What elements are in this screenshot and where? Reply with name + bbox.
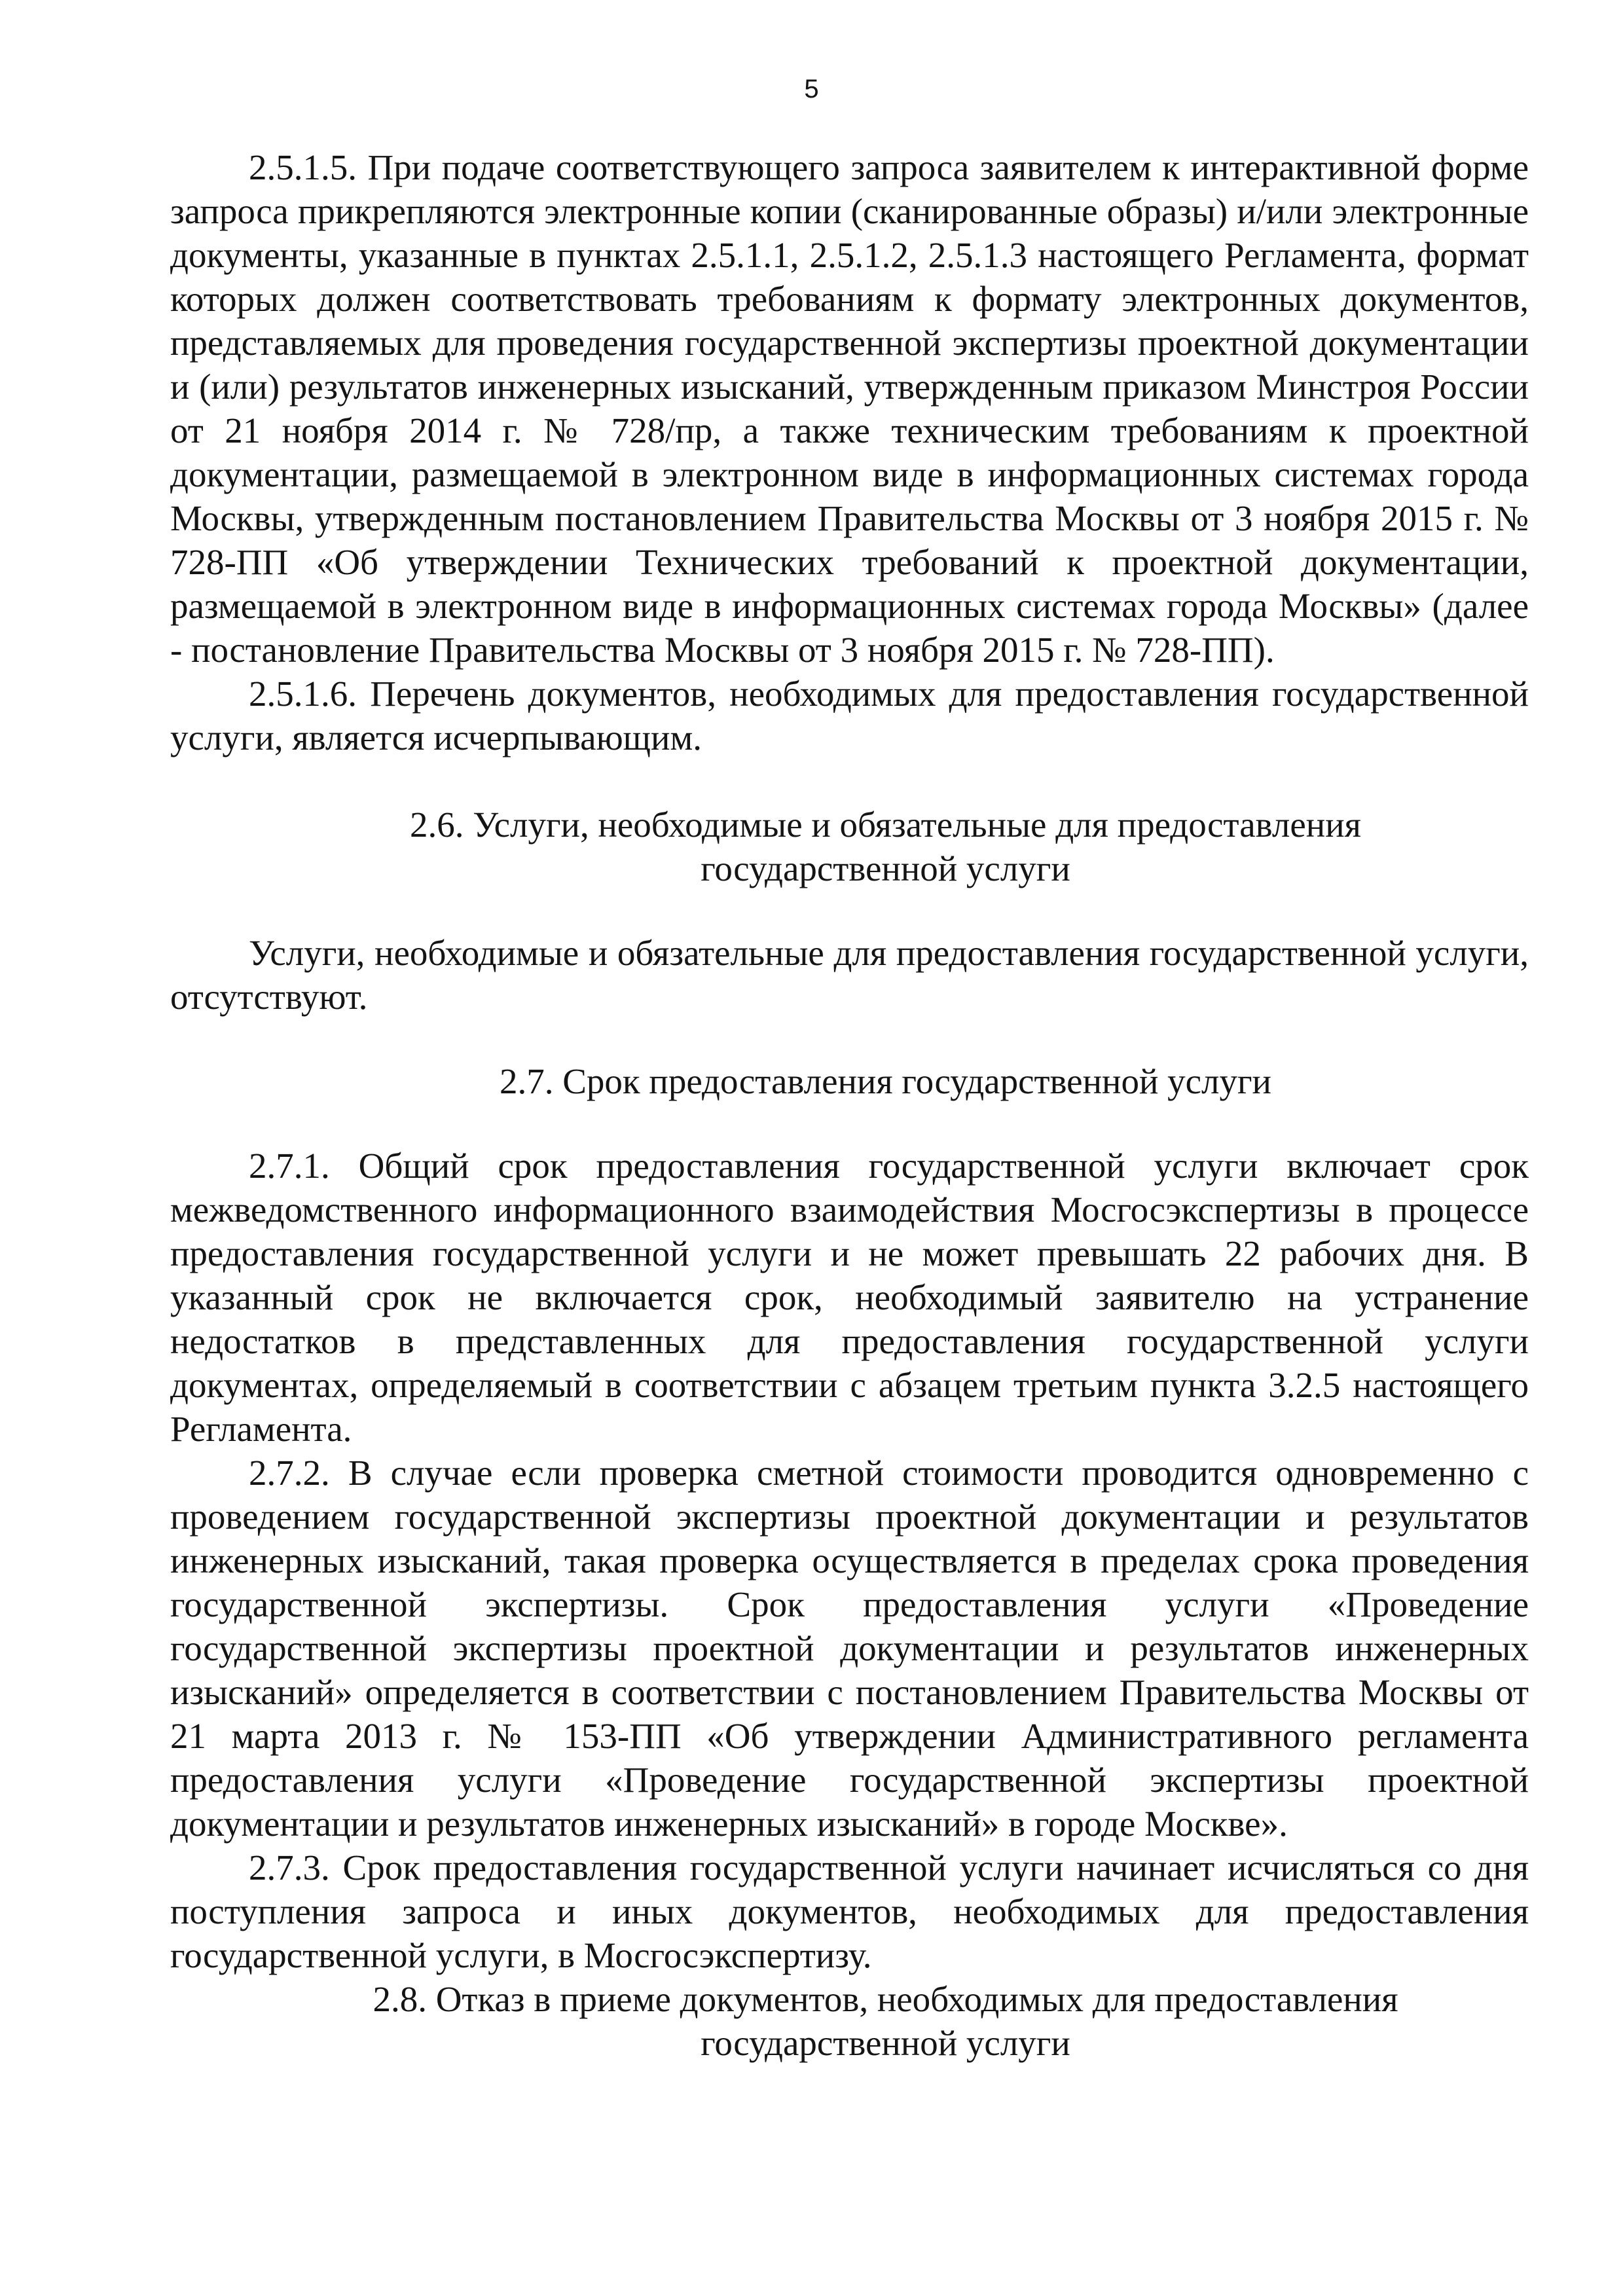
section-heading-2-6-line1: 2.6. Услуги, необходимые и обязательные для предоставления xyxy=(410,805,1361,845)
paragraph-2-5-1-6: 2.5.1.6. Перечень документов, необходимых для предоставления государственной услуги, является исчерпывающим. xyxy=(170,674,1529,757)
section-heading-2-8-line1: 2.8. Отказ в приеме документов, необходимых для предоставления xyxy=(373,1979,1398,2019)
section-heading-2-8 xyxy=(170,1977,1529,2065)
section-heading-2-7: 2.7. Срок предоставления государственной услуги xyxy=(499,1061,1271,1101)
section-heading-2-6-line2: государственной услуги xyxy=(701,848,1070,888)
spacer xyxy=(170,890,1529,931)
paragraph-2-7-2: 2.7.2. В случае если проверка сметной стоимости проводится одновременно с проведением государственной экспертизы проектной документации и результатов инженерных изысканий, такая проверка осуществляется в пределах срока проведения государственной экспертизы. Срок предоставления услуги «Проведение государственной экспертизы проектной документации и результатов инженерных изысканий» определяется в соответствии с постановлением Правительства Москвы от 21 марта 2013 г. № 153-ПП «Об утверждении Административного регламента предоставления услуги «Проведение государственной экспертизы проектной документации и результатов инженерных изысканий» в городе Москве». xyxy=(170,1453,1529,1844)
paragraph-2-5-1-5: 2.5.1.5. При подаче соответствующего запроса заявителем к интерактивной форме запроса прикрепляются электронные копии (сканированные образы) и/или электронные документы, указанные в пунктах 2.5.1.1, 2.5.1.2, 2.5.1.3 настоящего Регламента, формат которых должен соответствовать требованиям к формату электронных документов, представляемых для проведения государственной экспертизы проектной документации и (или) результатов инженерных изысканий, утвержденным приказом Минстроя России от 21 ноября 2014 г. № 728/пр, а также техническим требованиям к проектной документации, размещаемой в электронном виде в информационных системах города Москвы, утвержденным постановлением Правительства Москвы от 3 ноября 2015 г. № 728-ПП «Об утверждении Технических требований к проектной документации, размещаемой в электронном виде в информационных системах города Москвы» (далее - постановление Правительства Москвы от 3 ноября 2015 г. № 728-ПП). xyxy=(170,147,1529,670)
document-body xyxy=(170,145,1529,2065)
section-heading-2-8-line2: государственной услуги xyxy=(701,2023,1070,2063)
section-heading-2-6 xyxy=(170,803,1529,890)
paragraph-2-7-1: 2.7.1. Общий срок предоставления государственной услуги включает срок межведомственного информационного взаимодействия Мосгосэкспертизы в процессе предоставления государственной услуги и не может превышать 22 рабочих дня. В указанный срок не включается срок, необходимый заявителю на устранение недостатков в представленных для предоставления государственной услуги документах, определяемый в соответствии с абзацем третьим пункта 3.2.5 настоящего Регламента. xyxy=(170,1146,1529,1449)
page-number: 5 xyxy=(804,75,819,103)
spacer xyxy=(170,1103,1529,1144)
spacer xyxy=(170,1019,1529,1059)
paragraph-2-6-body: Услуги, необходимые и обязательные для предоставления государственной услуги, отсутствуют. xyxy=(170,933,1529,1017)
spacer xyxy=(170,759,1529,803)
paragraph-2-7-3: 2.7.3. Срок предоставления государственной услуги начинает исчисляться со дня поступления запроса и иных документов, необходимых для предоставления государственной услуги, в Мосгосэкспертизу. xyxy=(170,1848,1529,1975)
